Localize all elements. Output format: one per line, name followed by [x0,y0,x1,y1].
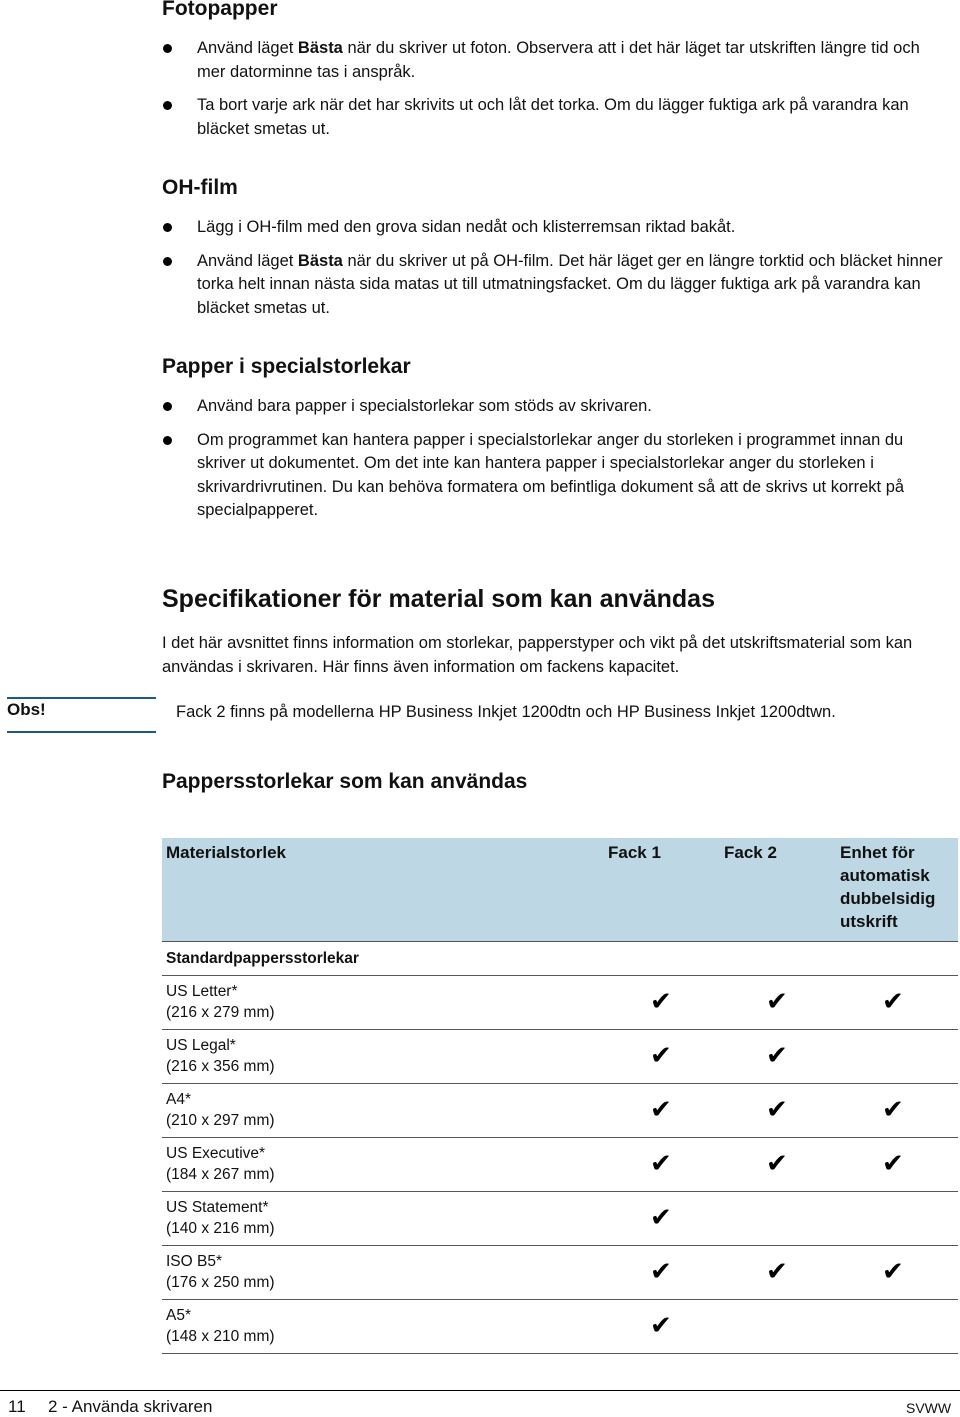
size-cell [162,1191,604,1245]
size-dimensions: (184 x 267 mm) [166,1166,275,1183]
header-tray2: Fack 2 [720,838,836,942]
table-row [162,1029,958,1083]
check-icon: ✔ [720,1083,836,1137]
check-icon: ✔ [720,1029,836,1083]
paper-sizes-table [162,838,958,1354]
bullet-icon [163,44,172,53]
list-item: Använd bara papper i specialstorlekar som stöds av skrivaren. [162,395,952,419]
sizes-heading: Pappersstorlekar som kan användas [162,770,528,793]
size-name: US Legal* [166,1036,236,1054]
note-text: Fack 2 finns på modellerna HP Business Inkjet 1200dtn och HP Business Inkjet 1200dtwn. [176,703,836,721]
section-title-fotopapper: Fotopapper [162,0,278,20]
table-row [162,1083,958,1137]
table-row [162,1137,958,1191]
check-icon: ✔ [836,1137,958,1191]
spec-heading: Specifikationer för material som kan användas [162,585,715,613]
list-item: Lägg i OH-film med den grova sidan nedåt och klisterremsan riktad bakåt. [162,216,952,240]
size-name: US Letter* [166,982,238,1000]
size-dimensions: (216 x 356 mm) [166,1058,275,1075]
size-name: ISO B5* [166,1252,222,1270]
note-rule-bottom [7,731,156,733]
bullet-icon [163,436,172,445]
list-item: Använd läget Bästa när du skriver ut på OH-film. Det här läget ger en längre torktid och bläcket hinner torka helt innan nästa sida matas ut till utmatningsfacket. Om du lägger fuktiga ark på varandra kan bläcket smetas ut. [162,250,952,321]
empty-cell [720,1191,836,1245]
check-icon: ✔ [604,975,720,1029]
check-icon: ✔ [836,1083,958,1137]
note-label: Obs! [7,700,46,719]
empty-cell [836,1299,958,1353]
list-item: Använd läget Bästa när du skriver ut foton. Observera att i det här läget tar utskriften längre tid och mer datorminne tas i anspråk. [162,37,952,84]
check-icon: ✔ [720,1137,836,1191]
size-cell [162,1245,604,1299]
bullet-icon [163,402,172,411]
ohfilm-list [162,216,952,330]
empty-cell [836,1191,958,1245]
table-row [162,1299,958,1353]
language-code: SVWW [906,1400,952,1416]
check-icon: ✔ [604,1029,720,1083]
section-title-special: Papper i specialstorlekar [162,355,411,378]
chapter-title: 2 - Använda skrivaren [48,1397,213,1416]
size-cell [162,1083,604,1137]
table-header-row [162,838,958,942]
check-icon: ✔ [720,1245,836,1299]
size-cell [162,1029,604,1083]
check-icon: ✔ [604,1083,720,1137]
bullet-icon [163,101,172,110]
size-dimensions: (216 x 279 mm) [166,1004,275,1021]
page-number: 11 [8,1397,26,1416]
size-dimensions: (176 x 250 mm) [166,1274,275,1291]
check-icon: ✔ [836,1245,958,1299]
table-row [162,975,958,1029]
empty-cell [836,1029,958,1083]
table-group-row [162,942,958,976]
size-dimensions: (140 x 216 mm) [166,1220,275,1237]
header-tray1: Fack 1 [604,838,720,942]
check-icon: ✔ [604,1299,720,1353]
spec-intro: I det här avsnittet finns information om storlekar, papperstyper och vikt på det utskriftsmaterial som kan användas i skrivaren. Här finns även information om fackens kapacitet. [162,634,913,676]
size-name: A5* [166,1306,191,1324]
fotopapper-list [162,37,952,151]
size-cell [162,975,604,1029]
size-name: A4* [166,1090,191,1108]
empty-cell [720,1299,836,1353]
check-icon: ✔ [720,975,836,1029]
table-row [162,1245,958,1299]
size-dimensions: (148 x 210 mm) [166,1328,275,1345]
size-name: US Executive* [166,1144,266,1162]
special-list [162,395,952,533]
check-icon: ✔ [604,1191,720,1245]
group-label: Standardpappersstorlekar [162,942,958,976]
size-cell [162,1299,604,1353]
size-cell [162,1137,604,1191]
section-title-ohfilm: OH-film [162,176,238,199]
table-row [162,1191,958,1245]
check-icon: ✔ [604,1137,720,1191]
footer-rule [0,1390,960,1391]
size-dimensions: (210 x 297 mm) [166,1112,275,1129]
header-duplex: Enhet för automatisk dubbelsidig utskrift [836,838,958,942]
list-item: Ta bort varje ark när det har skrivits ut och låt det torka. Om du lägger fuktiga ark på varandra kan bläcket smetas ut. [162,94,952,141]
check-icon: ✔ [604,1245,720,1299]
list-item: Om programmet kan hantera papper i specialstorlekar anger du storleken i programmet innan du skriver ut dokumentet. Om det inte kan hantera papper i specialstorlekar anger du storleken i skrivardrivrutinen. Du kan behöva formatera om befintliga dokument så att de skrivs ut korrekt på specialpapperet. [162,429,952,523]
check-icon: ✔ [836,975,958,1029]
bullet-icon [163,257,172,266]
bullet-icon [163,223,172,232]
size-name: US Statement* [166,1198,269,1216]
header-size: Materialstorlek [162,838,604,942]
note-rule-top [7,697,156,699]
